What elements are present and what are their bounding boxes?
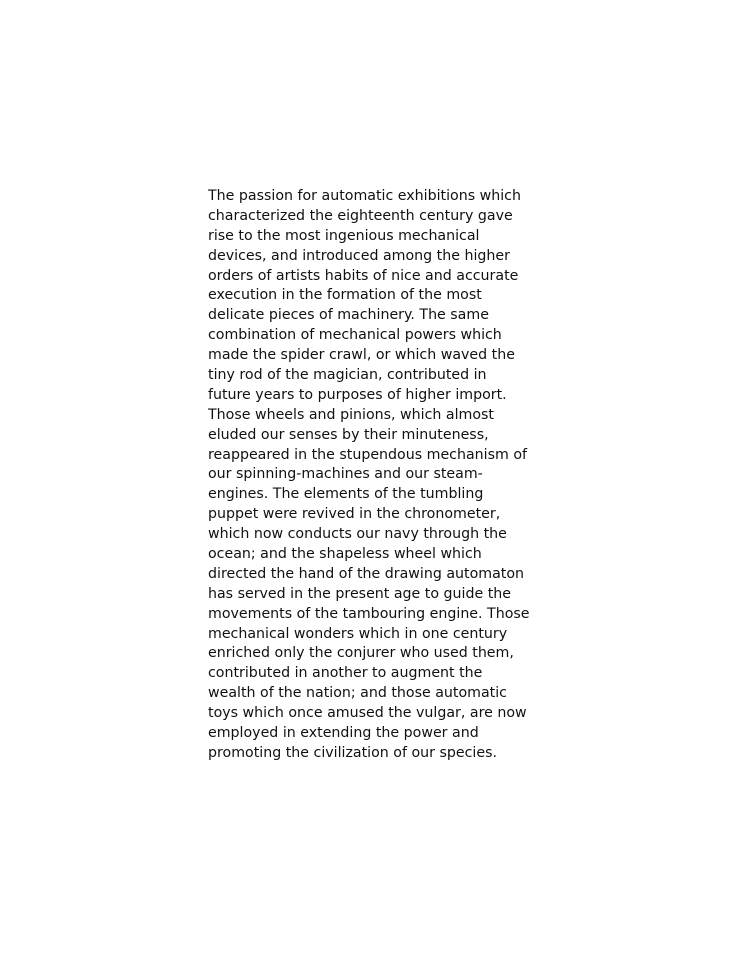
paragraph-line: orders of artists habits of nice and accurate [208,267,519,284]
paragraph-line: delicate pieces of machinery. The same [208,307,489,324]
paragraph-line: promoting the civilization of our species. [208,744,498,761]
paragraph-line: our spinning-machines and our steam- [208,466,483,483]
paragraph-line: characterized the eighteenth century gave [208,207,513,224]
paragraph-line: puppet were revived in the chronometer, [208,506,501,523]
paragraph-line: has served in the present age to guide the [208,585,512,602]
paragraph-line: eluded our senses by their minuteness, [208,426,489,443]
paragraph-line: enriched only the conjurer who used them, [208,645,514,662]
paragraph-line: reappeared in the stupendous mechanism of [208,446,527,463]
paragraph-line: movements of the tambouring engine. Those [208,605,530,622]
paragraph-line: contributed in another to augment the [208,665,483,682]
paragraph-line: combination of mechanical powers which [208,327,502,344]
paragraph-line: mechanical wonders which in one century [208,625,508,642]
body-paragraph [208,187,548,764]
paragraph-line: Those wheels and pinions, which almost [208,406,494,423]
paragraph-line: made the spider crawl, or which waved the [208,347,515,364]
paragraph-line: engines. The elements of the tumbling [208,486,484,503]
paragraph-line: employed in extending the power and [208,725,479,742]
paragraph-line: future years to purposes of higher import. [208,386,507,403]
paragraph-line: ocean; and the shapeless wheel which [208,546,482,563]
paragraph-line: directed the hand of the drawing automaton [208,565,525,582]
paragraph-line: devices, and introduced among the higher [208,247,510,264]
paragraph-line: rise to the most ingenious mechanical [208,227,480,244]
paragraph-line: toys which once amused the vulgar, are now [208,705,527,722]
paragraph-line: The passion for automatic exhibitions which [208,188,521,204]
paragraph-line: which now conducts our navy through the [208,526,507,543]
paragraph-line: wealth of the nation; and those automatic [208,685,507,702]
paragraph-line: tiny rod of the magician, contributed in [208,367,487,384]
paragraph-line: execution in the formation of the most [208,287,482,304]
